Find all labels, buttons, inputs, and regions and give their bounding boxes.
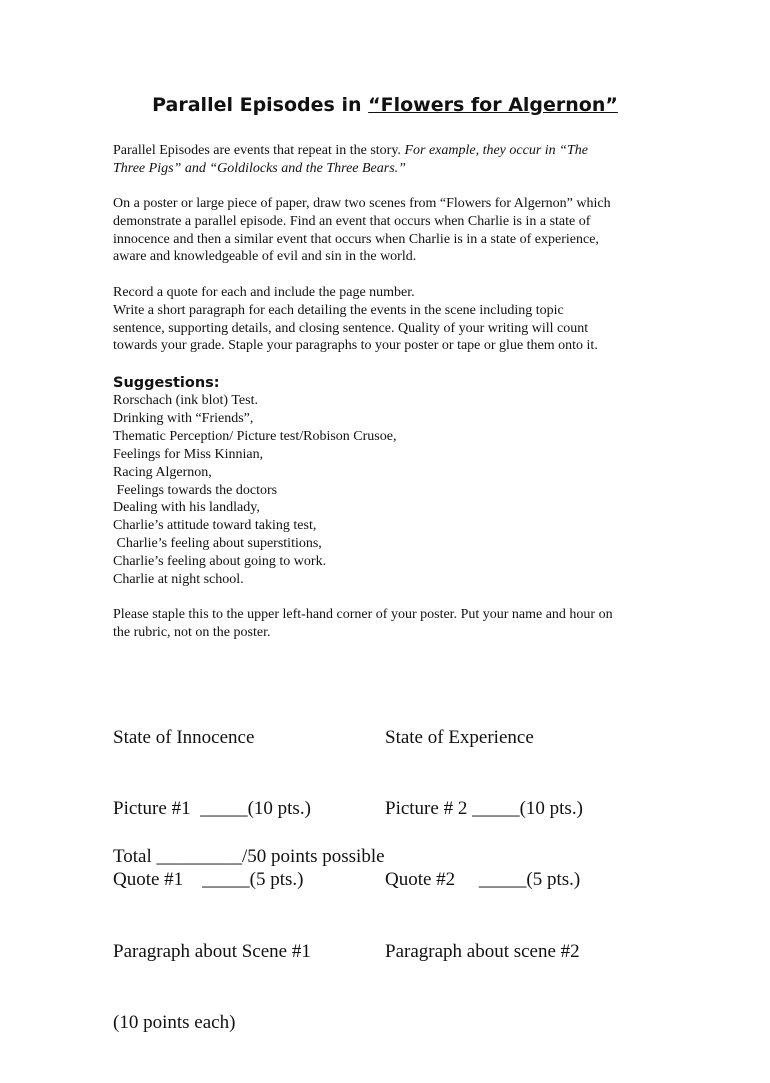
innocence-paragraph-score: Paragraph about Scene #1 bbox=[113, 940, 311, 962]
intro-paragraph bbox=[113, 142, 673, 178]
total-score: Total _________/50 points possible bbox=[113, 846, 385, 867]
writing-line: Record a quote for each and include the page number. bbox=[113, 285, 415, 300]
list-item: Dealing with his landlady, bbox=[113, 500, 260, 516]
staple-note bbox=[113, 606, 673, 642]
instructions-line: On a poster or large piece of paper, draw two scenes from “Flowers for Algernon” which bbox=[113, 196, 611, 211]
list-item: Charlie’s feeling about superstitions, bbox=[113, 536, 322, 552]
list-item: Charlie at night school. bbox=[113, 572, 244, 588]
staple-note-line: Please staple this to the upper left-hand corner of your poster. Put your name and hour on bbox=[113, 607, 613, 622]
title-prefix: Parallel Episodes in bbox=[152, 94, 369, 116]
suggestions-list bbox=[113, 392, 396, 589]
innocence-quote-score: Quote #1 _____(5 pts.) bbox=[113, 869, 304, 891]
instructions-line: innocence and then a similar event that occurs when Charlie is in a state of experience, bbox=[113, 231, 599, 247]
innocence-heading: State of Innocence bbox=[113, 726, 255, 748]
writing-paragraph bbox=[113, 284, 673, 355]
intro-example-start: For example, they occur in “The bbox=[404, 143, 588, 158]
experience-heading: State of Experience bbox=[385, 726, 534, 748]
list-item: Charlie’s feeling about going to work. bbox=[113, 554, 327, 570]
list-item: Drinking with “Friends”, bbox=[113, 410, 254, 426]
instructions-line: demonstrate a parallel episode. Find an event that occurs when Charlie is in a state of bbox=[113, 213, 591, 229]
innocence-picture-score: Picture #1 _____(10 pts.) bbox=[113, 797, 311, 819]
instructions-line: aware and knowledgeable of evil and sin in the world. bbox=[113, 249, 417, 265]
list-item: Thematic Perception/ Picture test/Robison Crusoe, bbox=[113, 428, 397, 444]
rubric-innocence-column bbox=[113, 678, 311, 1083]
rubric-experience-column bbox=[385, 678, 583, 1011]
experience-paragraph-score: Paragraph about scene #2 bbox=[385, 940, 580, 962]
paragraph-points-note: (10 points each) bbox=[113, 1012, 236, 1034]
staple-note-line: the rubric, not on the poster. bbox=[113, 624, 271, 640]
page-title bbox=[0, 92, 770, 118]
list-item: Racing Algernon, bbox=[113, 464, 212, 480]
writing-line: towards your grade. Staple your paragraphs to your poster or tape or glue them onto it. bbox=[113, 338, 598, 354]
suggestions-heading: Suggestions: bbox=[113, 375, 220, 391]
experience-picture-score: Picture # 2 _____(10 pts.) bbox=[385, 797, 583, 819]
title-book-name: “Flowers for Algernon” bbox=[368, 94, 618, 116]
writing-line: Write a short paragraph for each detailing the events in the scene including topic bbox=[113, 302, 564, 318]
list-item: Feelings for Miss Kinnian, bbox=[113, 446, 264, 462]
intro-text: Parallel Episodes are events that repeat in the story. bbox=[113, 143, 405, 158]
instructions-paragraph bbox=[113, 195, 673, 266]
experience-quote-score: Quote #2 _____(5 pts.) bbox=[385, 869, 581, 891]
list-item: Rorschach (ink blot) Test. bbox=[113, 393, 258, 408]
intro-example-end: Three Pigs” and “Goldilocks and the Three Bears.” bbox=[113, 160, 406, 176]
list-item: Feelings towards the doctors bbox=[113, 482, 278, 498]
writing-line: sentence, supporting details, and closing sentence. Quality of your writing will count bbox=[113, 320, 589, 336]
intro-line-1 bbox=[113, 142, 673, 160]
list-item: Charlie’s attitude toward taking test, bbox=[113, 518, 317, 534]
